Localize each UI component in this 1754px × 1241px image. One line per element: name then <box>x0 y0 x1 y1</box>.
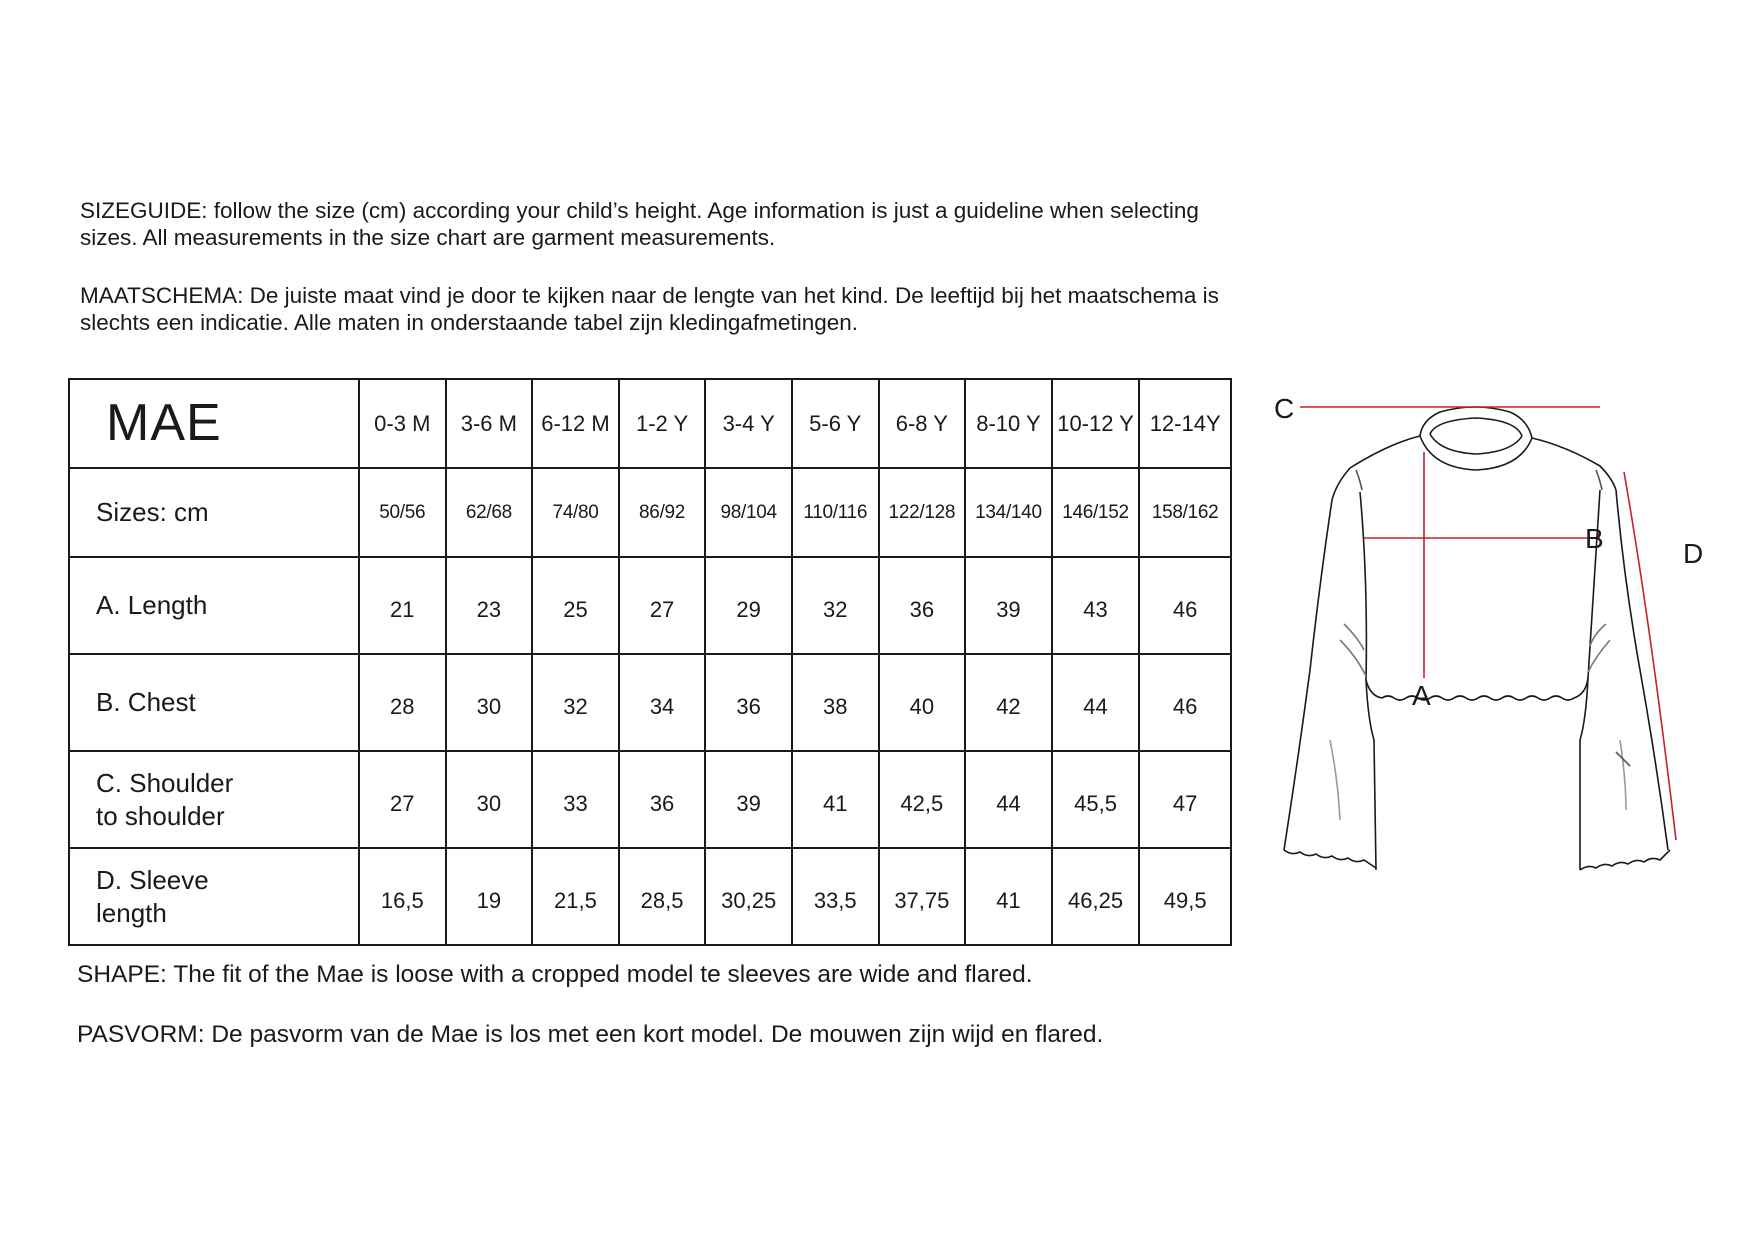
sizeguide-text: follow the size (cm) according your child’s height. Age information is just a guideline when selecting sizes. All measurements in the size chart are garment measurements. <box>80 198 1199 250</box>
table-cell: 43 <box>1052 557 1140 654</box>
shape-paragraph <box>77 960 1237 990</box>
right-sleeve-inner <box>1580 678 1588 870</box>
column-header: 8-10 Y <box>965 379 1052 468</box>
row-label-line: D. Sleeve <box>96 864 209 895</box>
sleeve-line-d <box>1624 472 1676 840</box>
table-cell: 23 <box>446 557 533 654</box>
maatschema-paragraph <box>80 282 1240 336</box>
table-cell: 34 <box>619 654 706 751</box>
label-a: A <box>1412 680 1431 711</box>
shape-text: The fit of the Mae is loose with a cropped model te sleeves are wide and flared. <box>173 961 1033 988</box>
table-header-row <box>69 379 1231 468</box>
pasvorm-paragraph <box>77 1020 1177 1050</box>
product-title: MAE <box>69 379 359 468</box>
table-cell: 47 <box>1139 751 1231 848</box>
table-cell: 42,5 <box>879 751 966 848</box>
column-header: 6-12 M <box>532 379 619 468</box>
row-label-line: length <box>96 897 167 928</box>
label-d: D <box>1683 538 1704 569</box>
table-cell: 39 <box>705 751 792 848</box>
table-cell: 33,5 <box>792 848 879 945</box>
table-cell: 32 <box>792 557 879 654</box>
table-cell: 134/140 <box>965 468 1052 557</box>
table-cell: 19 <box>446 848 533 945</box>
row-label: Sizes: cm <box>69 468 359 557</box>
sizeguide-paragraph <box>80 197 1240 251</box>
column-header: 1-2 Y <box>619 379 706 468</box>
row-label: B. Chest <box>69 654 359 751</box>
left-side-seam <box>1360 492 1366 680</box>
table-row-sizes <box>69 468 1231 557</box>
table-cell: 49,5 <box>1139 848 1231 945</box>
table-cell: 42 <box>965 654 1052 751</box>
table-cell: 46 <box>1139 654 1231 751</box>
pasvorm-text: De pasvorm van de Mae is los met een kort model. De mouwen zijn wijd en flared. <box>211 1021 1104 1048</box>
shape-label: SHAPE: <box>77 961 167 988</box>
table-cell: 36 <box>705 654 792 751</box>
table-cell: 32 <box>532 654 619 751</box>
table-row-sleeve <box>69 848 1231 945</box>
label-c: C <box>1274 393 1295 424</box>
table-cell: 46 <box>1139 557 1231 654</box>
table-cell: 27 <box>619 557 706 654</box>
right-sleeve-outer <box>1616 490 1668 850</box>
table-cell: 25 <box>532 557 619 654</box>
table-cell: 28 <box>359 654 446 751</box>
table-cell: 158/162 <box>1139 468 1231 557</box>
row-label: A. Length <box>69 557 359 654</box>
table-row-length <box>69 557 1231 654</box>
table-cell: 50/56 <box>359 468 446 557</box>
table-cell: 28,5 <box>619 848 706 945</box>
left-cuff <box>1284 850 1376 868</box>
table-cell: 36 <box>879 557 966 654</box>
table-cell: 21,5 <box>532 848 619 945</box>
left-shoulder <box>1332 436 1420 500</box>
table-row-chest <box>69 654 1231 751</box>
table-cell: 44 <box>1052 654 1140 751</box>
collar-outer <box>1420 407 1532 438</box>
table-row-shoulder <box>69 751 1231 848</box>
size-chart-table <box>68 378 1232 946</box>
table-cell: 122/128 <box>879 468 966 557</box>
table-cell: 38 <box>792 654 879 751</box>
table-cell: 21 <box>359 557 446 654</box>
sizeguide-label: SIZEGUIDE: <box>80 198 208 223</box>
table-cell: 74/80 <box>532 468 619 557</box>
column-header: 3-6 M <box>446 379 533 468</box>
table-cell: 46,25 <box>1052 848 1140 945</box>
row-label-line: to shoulder <box>96 800 225 831</box>
column-header: 5-6 Y <box>792 379 879 468</box>
garment-diagram <box>1270 380 1710 890</box>
table-cell: 44 <box>965 751 1052 848</box>
label-b: B <box>1585 523 1604 554</box>
pasvorm-label: PASVORM: <box>77 1021 205 1048</box>
table-cell: 36 <box>619 751 706 848</box>
column-header: 10-12 Y <box>1052 379 1140 468</box>
column-header: 12-14Y <box>1139 379 1231 468</box>
table-cell: 45,5 <box>1052 751 1140 848</box>
maatschema-text: De juiste maat vind je door te kijken naar de lengte van het kind. De leeftijd bij het maatschema is slechts een indicatie. Alle maten in onderstaande tabel zijn kledingafmetingen. <box>80 283 1219 335</box>
left-sleeve-outer <box>1284 500 1332 850</box>
table-cell: 29 <box>705 557 792 654</box>
row-label <box>69 751 359 848</box>
table-cell: 30,25 <box>705 848 792 945</box>
left-sleeve-inner <box>1366 680 1376 870</box>
column-header: 6-8 Y <box>879 379 966 468</box>
row-label-line: C. Shoulder <box>96 767 234 798</box>
table-cell: 62/68 <box>446 468 533 557</box>
column-header: 0-3 M <box>359 379 446 468</box>
table-cell: 30 <box>446 654 533 751</box>
table-cell: 37,75 <box>879 848 966 945</box>
table-cell: 40 <box>879 654 966 751</box>
table-cell: 27 <box>359 751 446 848</box>
right-cuff <box>1580 850 1670 870</box>
table-cell: 98/104 <box>705 468 792 557</box>
maatschema-label: MAATSCHEMA: <box>80 283 244 308</box>
table-cell: 41 <box>792 751 879 848</box>
column-header: 3-4 Y <box>705 379 792 468</box>
table-cell: 110/116 <box>792 468 879 557</box>
right-side-seam <box>1588 490 1600 678</box>
garment-outline <box>1284 407 1670 870</box>
table-cell: 16,5 <box>359 848 446 945</box>
table-cell: 86/92 <box>619 468 706 557</box>
table-cell: 41 <box>965 848 1052 945</box>
collar-inner <box>1430 434 1522 454</box>
table-cell: 146/152 <box>1052 468 1140 557</box>
table-cell: 30 <box>446 751 533 848</box>
right-shoulder <box>1532 438 1616 490</box>
table-cell: 39 <box>965 557 1052 654</box>
row-label <box>69 848 359 945</box>
table-cell: 33 <box>532 751 619 848</box>
hem-band <box>1366 678 1588 700</box>
